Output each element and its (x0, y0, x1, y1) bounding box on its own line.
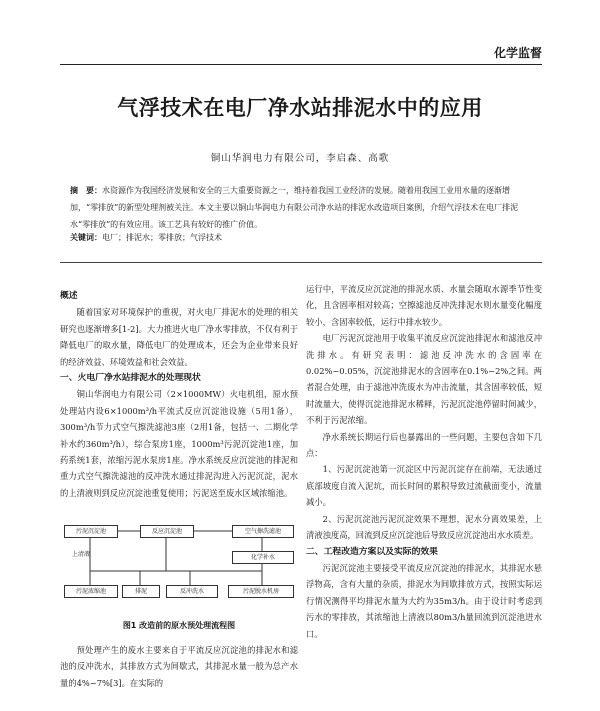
abstract-text: 水资源作为我国经济发展和安全的三大重要资源之一，维持着我国工业经济的发展。随着用我国工业用水量的逐渐增加，“零排放”的新型处理剂被关注。本文主要以铜山华润电力有限公司净水站的排泥水改造项目案例，介绍气浮技术在电厂排泥水“零排放”的有效应用。该工艺具有较好的推广价值。 (70, 186, 519, 229)
divider (60, 262, 542, 263)
paragraph: 1、污泥沉淀池第一沉淀区中污泥沉淀存在前端，无法通过底部坡度自流入泥坑，而长时间的累积导致过流截面变小，流量减小。 (306, 464, 542, 508)
right-column (306, 281, 542, 642)
abstract (70, 182, 532, 233)
abstract-label: 摘 要： (70, 186, 102, 195)
box-discharge: 排泥 (122, 585, 160, 598)
section-label: 化学监督 (493, 46, 542, 60)
paragraph: 运行中，平流反应沉淀池的排泥水质、水量会随取水源季节性变化，且含固率相对较高；空擦滤池反冲洗排泥水则水量变化幅度较小，含固率较低，运行中排水较少。 (306, 284, 542, 327)
flow-arrows (62, 519, 294, 611)
paragraph: 电厂污泥沉淀池用于收集平流反应沉淀池排泥水和滤池反冲洗排水。有研究表明：滤池反冲洗水的含固率在0.02%~0.05%，沉淀池排泥水的含固率在0.1%~2%之间。两者混合处理，由于滤池冲洗废水为冲击流量，其含固率较低，短时流量大，使得沉淀池排泥水稀释，污泥沉淀池停留时间减少，不利于污泥浓缩。 (306, 333, 542, 426)
box-thickener: 污泥浓缩池 (64, 585, 118, 598)
header-rule (60, 64, 542, 65)
paragraph: 净水系统长期运行后也暴露出的一些问题，主要包含如下几点： (306, 431, 542, 459)
box-air-filter: 空气擦洗滤池 (232, 525, 294, 538)
left-column-bottom (60, 642, 298, 691)
box-dewatering: 污泥脱水机房 (228, 585, 294, 598)
heading-section-1: 一、火电厂净水站排泥水的处理现状 (60, 373, 201, 384)
paragraph: 2、污泥沉淀池污泥沉淀效果不理想，泥水分离效果差，上清液浊度高，回流到反应沉淀池后导致反应沉淀池出水水质差。 (306, 513, 542, 541)
heading-section-2: 二、工程改造方案以及实际的效果 (306, 546, 438, 557)
keywords (70, 232, 532, 243)
left-column (60, 288, 298, 501)
keywords-text: 电厂；排泥水；零排放；气浮技术 (102, 233, 222, 242)
figure-caption: 图1 改造前的原水预处理流程图 (122, 621, 236, 630)
box-makeup-water: 化学补水 (232, 551, 294, 564)
label-supernatant: 上清液 (72, 551, 91, 558)
paragraph: 铜山华润电力有限公司（2×1000MW）火电机组，原水预处理站内设6×1000m³/h平流式反应沉淀池设施（5用1备），300m³/h节力式空气擦洗滤池3座（2用1备，包括一、二期化学补水约360m³/h），综合泵房1座，1000m³污泥沉淀池1座，加药系统1套，浓缩污泥水泵房1座。净水系统反应沉淀池的排泥和重力式空气擦洗滤池的反冲洗水通过排泥沟进入污泥沉淀，泥水的上清液则到反应沉淀池重复使用；污泥送至废水区域浓缩池。 (60, 389, 298, 498)
flow-diagram (62, 519, 294, 611)
box-backwash: 反冲洗水 (166, 585, 218, 598)
authors: 铜山华润电力有限公司，李启森、高歌 (210, 153, 390, 164)
paragraph: 污泥沉淀池主要接受平流反应沉淀池的排泥水，其排泥水悬浮物高，含有大量的杂质，排泥水为间歇排放方式，按照实际运行情况测得平均排泥水量为大约为35m3/h。由于设计时考虑到污水的零排放，其浓缩池上清液以80m3/h量回流到沉淀池进水口。 (306, 562, 542, 639)
box-reaction-tank: 反应沉淀池 (140, 525, 194, 538)
paragraph: 预处理产生的废水主要来自于平流反应沉淀池的排泥水和滤池的反冲洗水，其排放方式为间歇式，其排泥水量一般为总产水量的4%~7%[3]。在实际的 (60, 645, 298, 688)
heading-overview: 概述 (60, 291, 78, 301)
keywords-label: 关键词： (70, 233, 102, 242)
box-sludge-tank: 污泥沉淀池 (64, 525, 118, 538)
paragraph: 随着国家对环境保护的重视，对火电厂排泥水的处理的相关研究也逐渐增多[1-2]。大力推进火电厂净水零排放，不仅有利于降低电厂的取水量，降低电厂的处理成本，还会为企业带来良好的经济效益、环境效益和社会效益。 (60, 307, 298, 367)
article-title: 气浮技术在电厂净水站排泥水中的应用 (117, 96, 483, 120)
